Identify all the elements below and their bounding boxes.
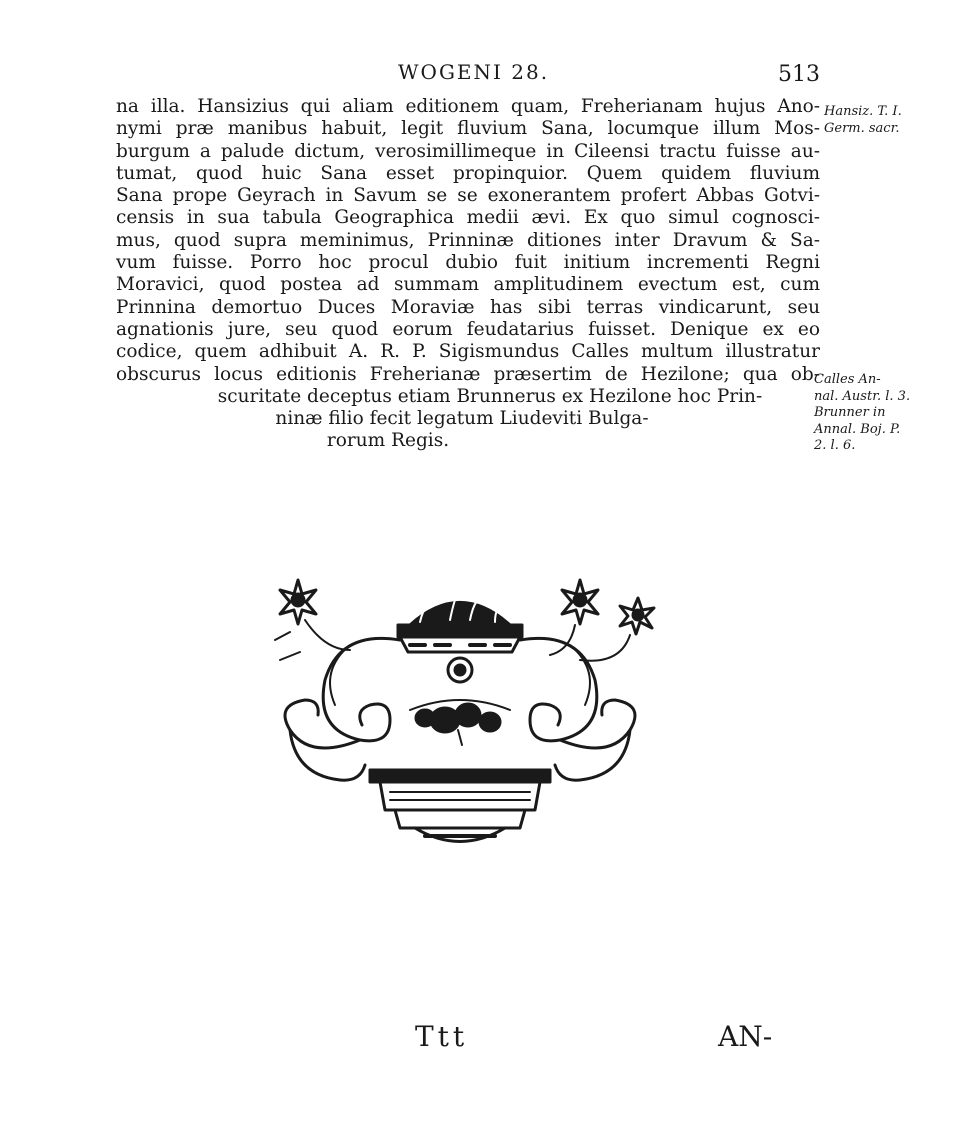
margin-note-line: Brunner in: [814, 405, 886, 420]
signature-mark: Ttt: [415, 1020, 469, 1053]
running-head: WOGENI 28.: [398, 60, 550, 84]
text-line: nymi præ manibus habuit, legit fluvium Sana, locumque illum Mos-: [116, 118, 820, 140]
text-line: Prinnina demortuo Duces Moraviæ has sibi terras vindicarunt, seu: [116, 296, 820, 318]
margin-note-line: 2. l. 6.: [814, 438, 856, 453]
text-line: vum fuisse. Porro hoc procul dubio fuit initium incrementi Regni: [116, 252, 820, 274]
text-line: codice, quem adhibuit A. R. P. Sigismundus Calles multum illustratur: [116, 341, 820, 363]
main-text-block: [116, 96, 820, 453]
text-line: censis in sua tabula Geographica medii ævi. Ex quo simul cognosci-: [116, 207, 820, 229]
text-line: rorum Regis.: [326, 430, 450, 452]
text-line: tumat, quod huic Sana esset propinquior. Quem quidem fluvium: [116, 162, 820, 184]
margin-note-line: Annal. Boj. P.: [814, 421, 901, 437]
text-line: ninæ filio fecit legatum Liudeviti Bulga-: [275, 408, 649, 430]
margin-note-line: Calles An-: [814, 372, 881, 387]
text-line: burgum a palude dictum, verosimillimeque in Cileensi tractu fuisse au-: [116, 140, 820, 162]
margin-note-hansiz: [824, 104, 944, 137]
page-number: 513: [778, 62, 820, 87]
catchword: AN-: [718, 1020, 773, 1053]
margin-note-line: Hansiz. T. I.: [824, 104, 902, 119]
text-line: mus, quod supra meminimus, Prinninæ ditiones inter Dravum & Sa-: [116, 229, 820, 251]
text-line: Moravici, quod postea ad summam amplitudinem evectum est, cum: [116, 274, 820, 296]
margin-note-line: nal. Austr. l. 3.: [814, 388, 911, 404]
text-line: Sana prope Geyrach in Savum se se exonerantem profert Abbas Gotvi-: [116, 185, 820, 207]
text-line: obscurus locus editionis Freherianæ præsertim de Hezilone; qua ob-: [116, 363, 820, 385]
margin-note-calles: [814, 372, 944, 455]
text-line: na illa. Hansizius qui aliam editionem quam, Freherianam hujus Ano-: [116, 96, 820, 117]
text-line: agnationis jure, seu quod eorum feudatarius fuisset. Denique ex eo: [116, 318, 820, 340]
text-line: scuritate deceptus etiam Brunnerus ex Hezilone hoc Prin-: [217, 385, 763, 407]
baroque-cartouche-tailpiece-icon: [250, 570, 670, 870]
margin-note-line: Germ. sacr.: [824, 120, 900, 136]
